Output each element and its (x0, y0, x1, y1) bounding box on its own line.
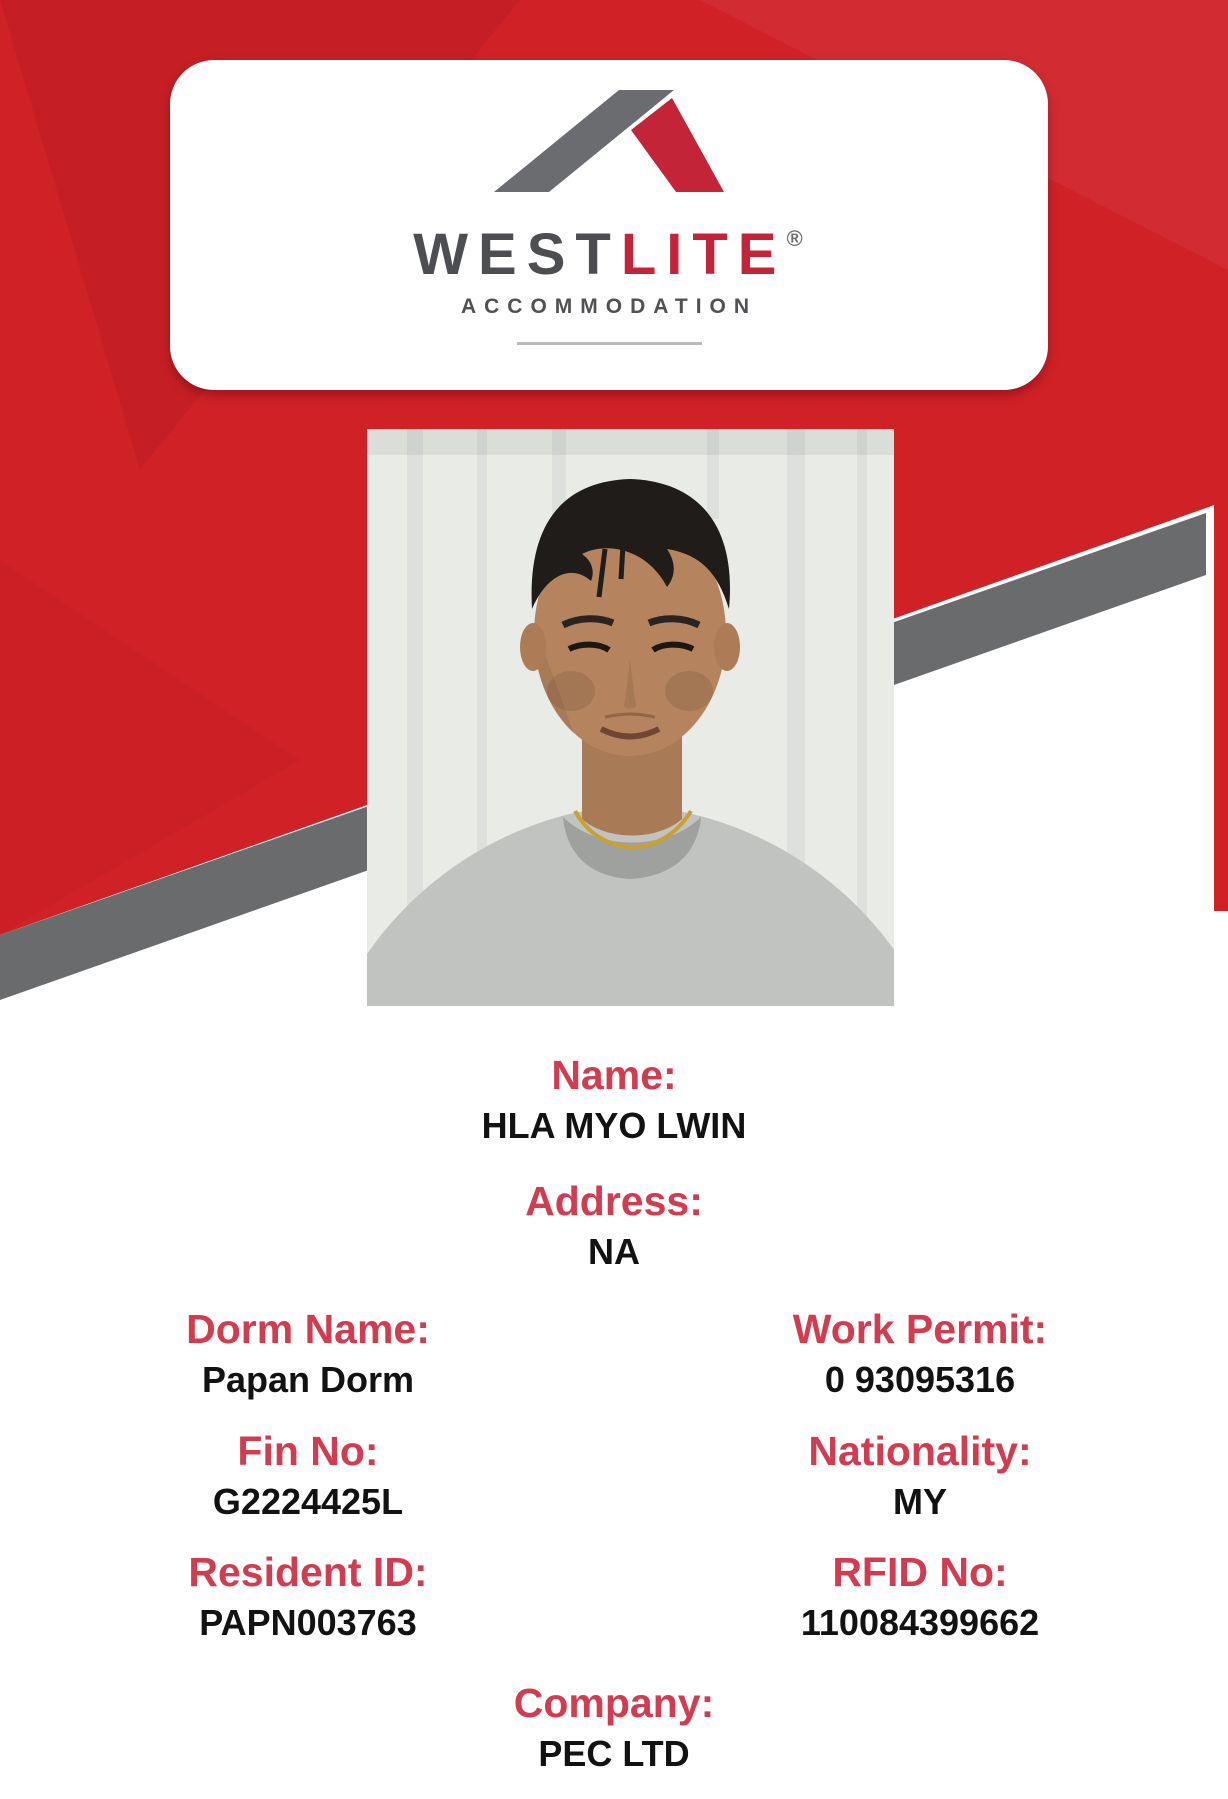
brand-word-west: WEST (413, 222, 621, 287)
registered-trademark-icon: ® (786, 226, 805, 251)
field-resident-id (58, 1549, 558, 1643)
field-fin-no-label: Fin No: (237, 1428, 379, 1474)
field-company-value: PEC LTD (538, 1733, 690, 1774)
field-rfid-no-value: 110084399662 (800, 1602, 1040, 1643)
field-rfid-no-label: RFID No: (832, 1549, 1008, 1595)
field-name (0, 1052, 1228, 1146)
brand-divider (517, 342, 702, 345)
field-resident-id-value: PAPN003763 (199, 1602, 417, 1643)
field-work-permit (670, 1306, 1170, 1400)
field-work-permit-value: 0 93095316 (824, 1359, 1016, 1400)
field-address-label: Address: (525, 1178, 703, 1224)
field-dorm-name-value: Papan Dorm (201, 1359, 415, 1400)
field-address (0, 1178, 1228, 1272)
field-dorm-name (58, 1306, 558, 1400)
resident-photo-graphic (367, 429, 894, 1006)
field-company-label: Company: (513, 1680, 715, 1726)
field-address-value: NA (588, 1231, 640, 1272)
field-nationality-value: MY (893, 1481, 947, 1522)
field-resident-id-label: Resident ID: (188, 1549, 428, 1595)
field-nationality (670, 1428, 1170, 1522)
brand-subtitle: ACCOMMODATION (460, 295, 758, 318)
field-fin-no (58, 1428, 558, 1522)
resident-photo (367, 429, 894, 1006)
field-company (0, 1680, 1228, 1774)
field-name-value: HLA MYO LWIN (481, 1105, 747, 1146)
field-name-label: Name: (551, 1052, 677, 1098)
brand-wordmark (170, 208, 1048, 286)
field-fin-no-value: G2224425L (212, 1481, 404, 1522)
field-nationality-label: Nationality: (808, 1428, 1032, 1474)
westlite-roof-icon (494, 90, 724, 192)
field-work-permit-label: Work Permit: (792, 1306, 1048, 1352)
field-dorm-name-label: Dorm Name: (186, 1306, 430, 1352)
brand-card (170, 60, 1048, 390)
brand-word-lite: LITE (620, 222, 787, 287)
field-rfid-no (670, 1549, 1170, 1643)
